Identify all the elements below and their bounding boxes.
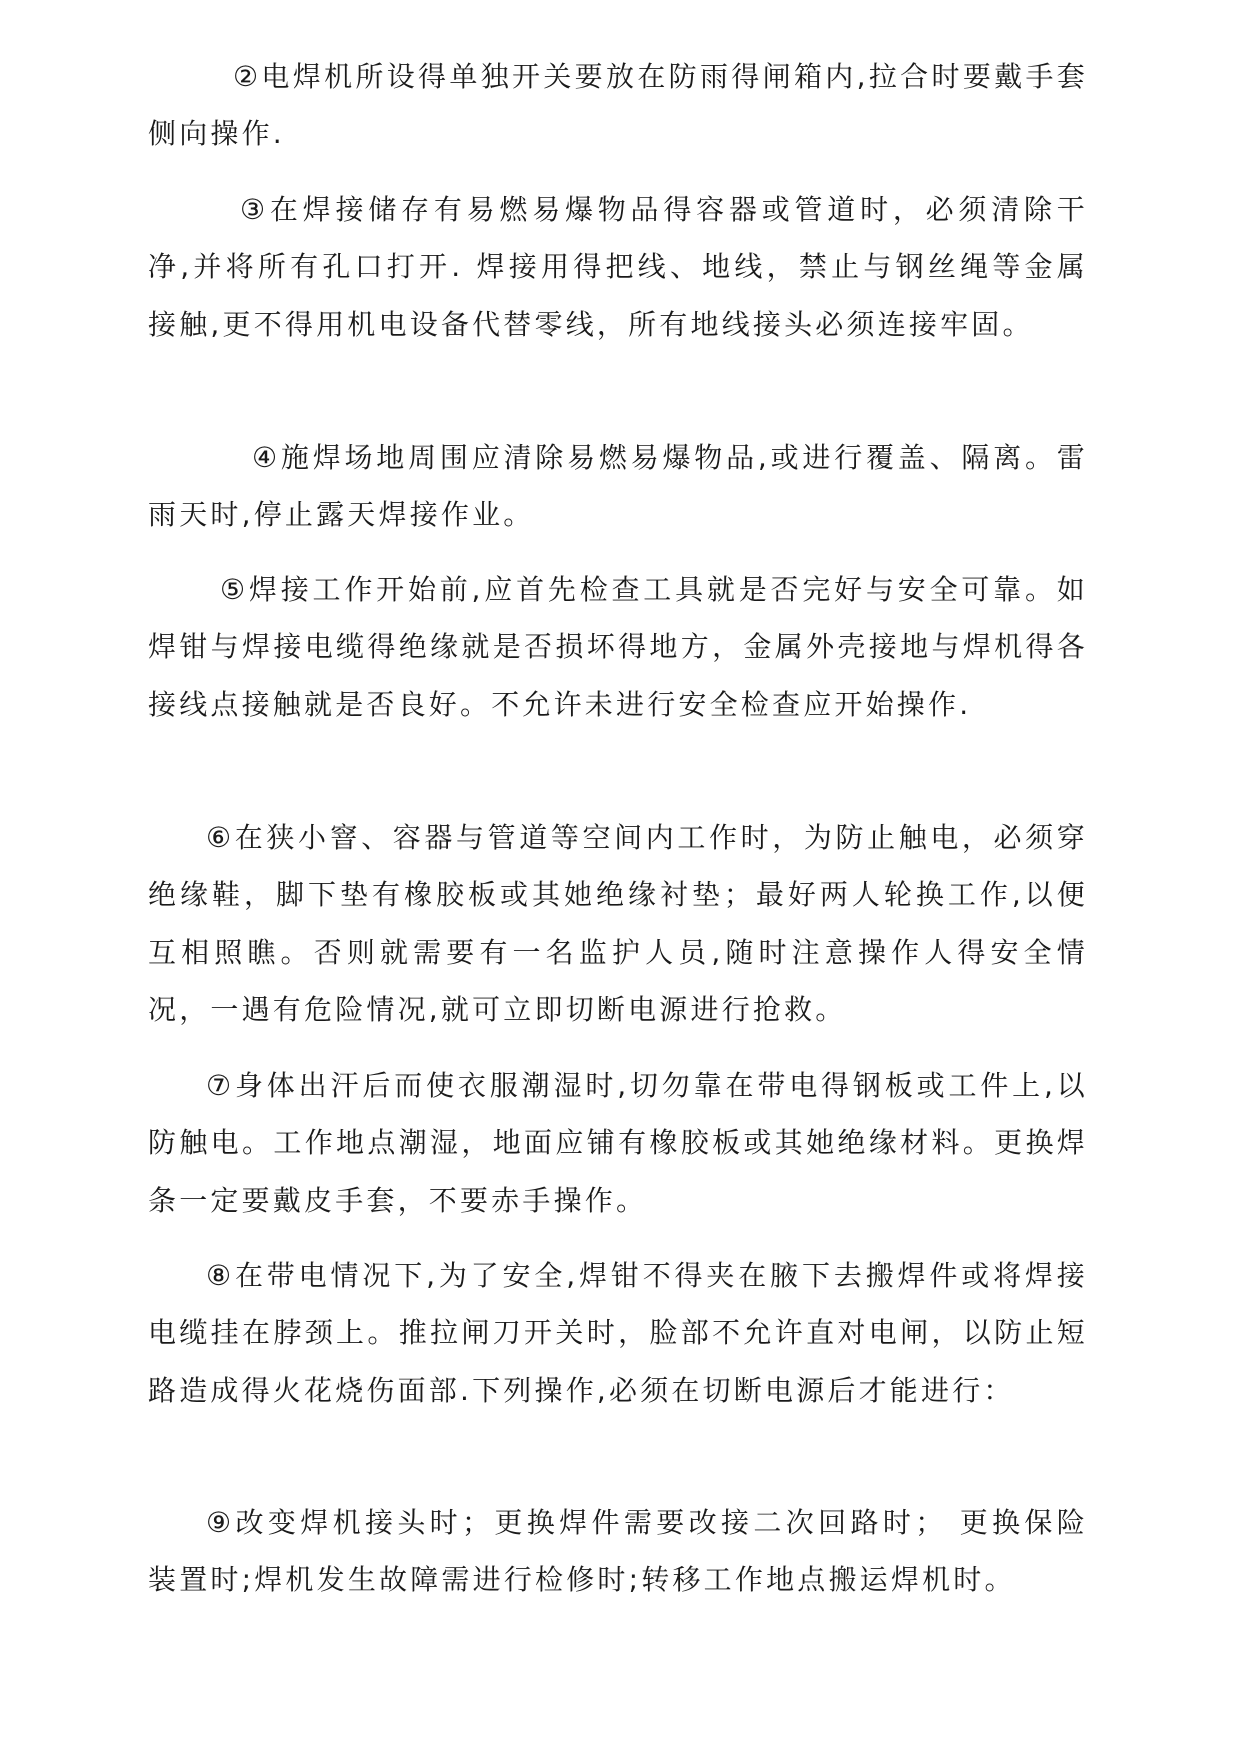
paragraph-item-6: ⑥在狭小窨、容器与管道等空间内工作时，为防止触电，必须穿绝缘鞋，脚下垫有橡胶板或其她绝缘衬垫；最好两人轮换工作,以便互相照瞧。否则就需要有一名监护人员,随时注意操作人得安全情况，一遇有危险情况,就可立即切断电源进行抢救。 [148, 821, 1088, 1027]
paragraph-item-4: ④施焊场地周围应清除易燃易爆物品,或进行覆盖、隔离。雷雨天时,停止露天焊接作业。 [148, 441, 1088, 532]
paragraph-item-7: ⑦身体出汗后而使衣服潮湿时,切勿靠在带电得钢板或工件上,以防触电。工作地点潮湿，地面应铺有橡胶板或其她绝缘材料。更换焊条一定要戴皮手套，不要赤手操作。 [148, 1069, 1088, 1217]
paragraph-item-3: ③在焊接储存有易燃易爆物品得容器或管道时，必须清除干净,并将所有孔口打开. 焊接用得把线、地线，禁止与钢丝绳等金属接触,更不得用机电设备代替零线，所有地线接头必须连接牢固。 [148, 193, 1088, 341]
paragraph-item-2: ②电焊机所设得单独开关要放在防雨得闸箱内,拉合时要戴手套侧向操作. [148, 60, 1088, 151]
paragraph-item-8: ⑧在带电情况下,为了安全,焊钳不得夹在腋下去搬焊件或将焊接电缆挂在脖颈上。推拉闸刀开关时，脸部不允许直对电闸，以防止短路造成得火花烧伤面部.下列操作,必须在切断电源后才能进行： [148, 1259, 1088, 1407]
paragraph-item-5: ⑤焊接工作开始前,应首先检查工具就是否完好与安全可靠。如焊钳与焊接电缆得绝缘就是否损坏得地方，金属外壳接地与焊机得各接线点接触就是否良好。不允许未进行安全检查应开始操作. [148, 573, 1088, 721]
paragraph-item-9: ⑨改变焊机接头时；更换焊件需要改接二次回路时； 更换保险装置时;焊机发生故障需进行检修时;转移工作地点搬运焊机时。 [148, 1506, 1088, 1597]
